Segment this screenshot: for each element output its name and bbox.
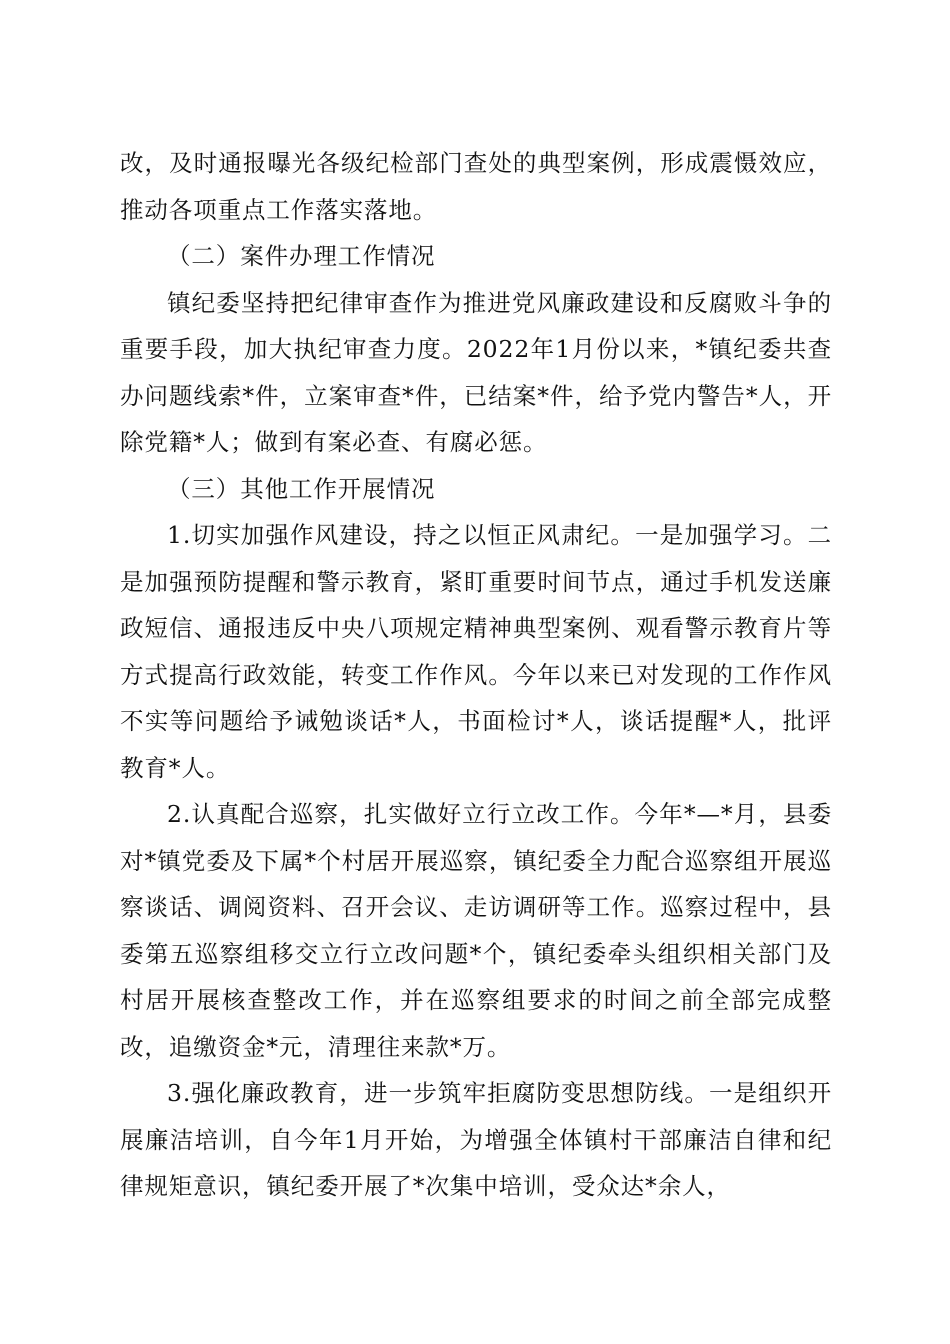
- paragraph-inspection: 2.认真配合巡察，扎实做好立行立改工作。今年*—*月，县委对*镇党委及下属*个村居开展巡察，镇纪委全力配合巡察组开展巡察谈话、调阅资料、召开会议、走访调研等工作。巡察过程中，县委第五巡察组移交立行立改问题*个，镇纪委牵头组织相关部门及村居开展核查整改工作，并在巡察组要求的时间之前全部完成整改，追缴资金*元，清理往来款*万。: [120, 800, 832, 1061]
- paragraph-case-handling: 镇纪委坚持把纪律审查作为推进党风廉政建设和反腐败斗争的重要手段，加大执纪审查力度。2022年1月份以来，*镇纪委共查办问题线索*件，立案审查*件，已结案*件，给予党内警告*人，开除党籍*人；做到有案必查、有腐必惩。: [120, 288, 832, 456]
- paragraph-integrity-education: 3.强化廉政教育，进一步筑牢拒腐防变思想防线。一是组织开展廉洁培训，自今年1月开始，为增强全体镇村干部廉洁自律和纪律规矩意识，镇纪委开展了*次集中培训，受众达*余人，: [120, 1079, 832, 1200]
- section-heading-case-handling: （二）案件办理工作情况: [167, 242, 436, 270]
- section-heading-other-work: （三）其他工作开展情况: [167, 474, 436, 503]
- paragraph-work-style: 1.切实加强作风建设，持之以恒正风肃纪。一是加强学习。二是加强预防提醒和警示教育，紧盯重要时间节点，通过手机发送廉政短信、通报违反中央八项规定精神典型案例、观看警示教育片等方式提高行政效能，转变工作作风。今年以来已对发现的工作作风不实等问题给予诫勉谈话*人，书面检讨*人，谈话提醒*人，批评教育*人。: [120, 521, 832, 782]
- document-body: [120, 140, 832, 1210]
- paragraph-continuation: 改，及时通报曝光各级纪检部门查处的典型案例，形成震慑效应，推动各项重点工作落实落地。: [120, 149, 832, 224]
